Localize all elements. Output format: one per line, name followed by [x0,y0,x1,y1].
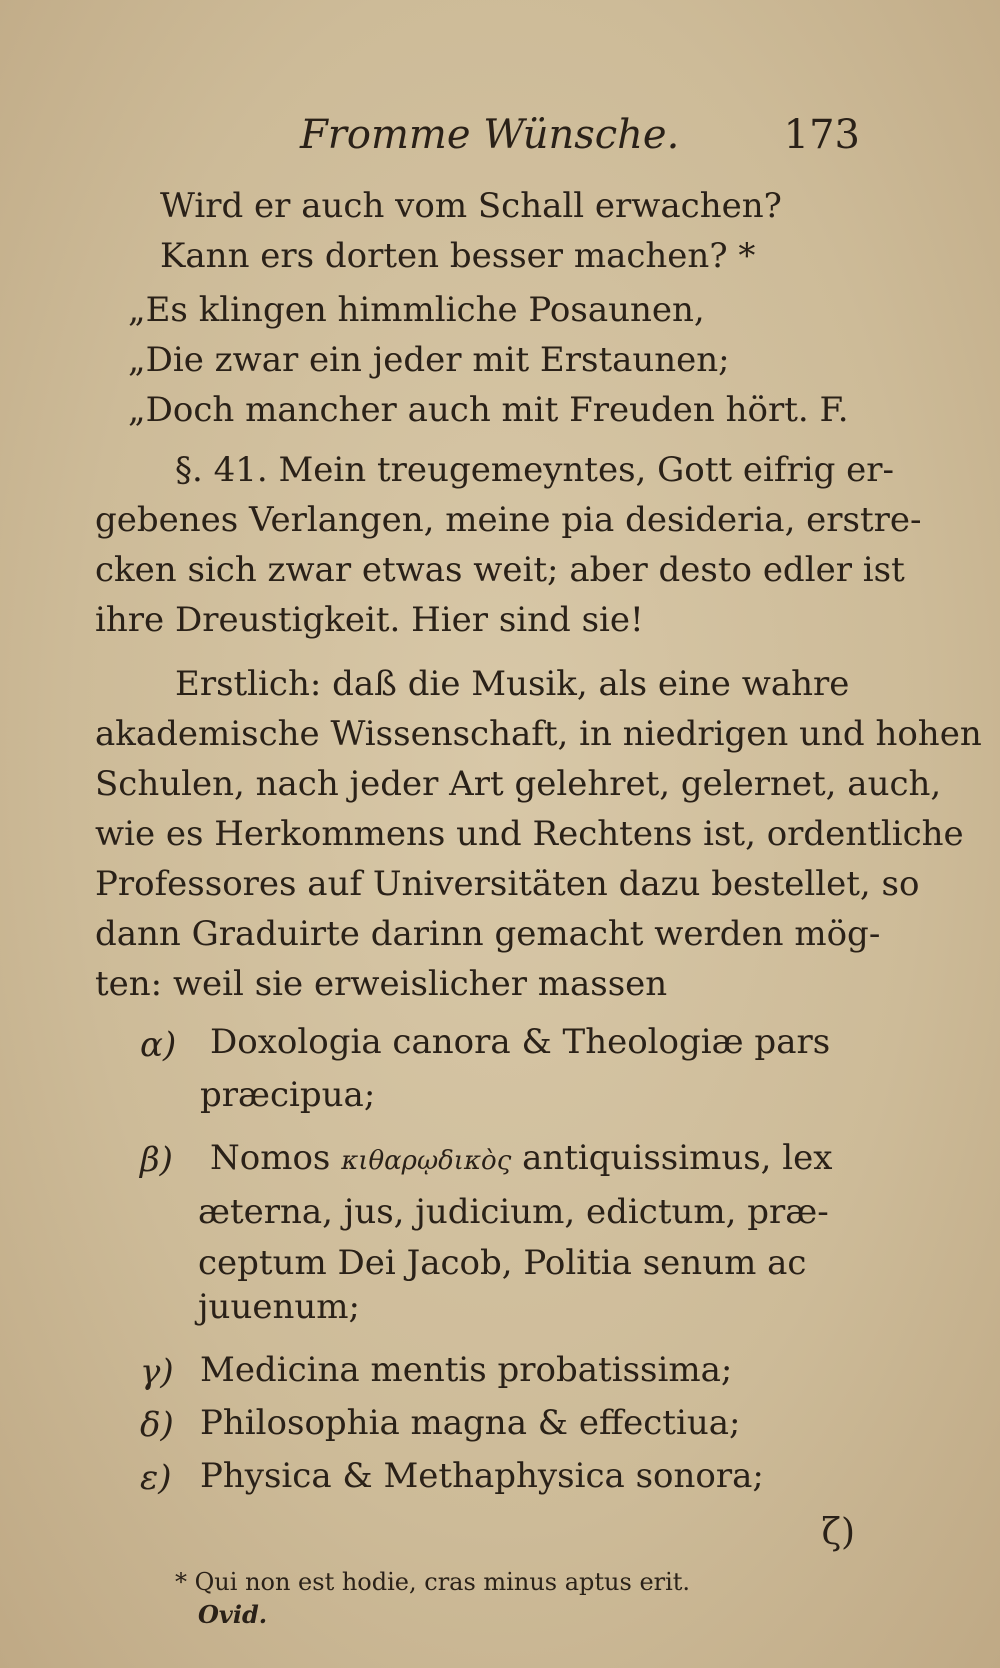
paragraph-line: Erstlich: daß die Musik, als eine wahre [175,664,850,704]
page-header [300,112,860,172]
page-number: 173 [783,112,860,158]
greek-word: κιθαρῳδικὸς [341,1146,512,1176]
verse-line: „Es klingen himmliche Posaunen, [128,290,705,330]
verse-line: „Doch mancher auch mit Freuden hört. F. [128,390,849,430]
paragraph-line: gebenes Verlangen, meine pia desideria, erstre- [95,500,922,540]
paragraph-line: akademische Wissenschaft, in niedrigen und hohen [95,714,982,754]
list-label: δ) [140,1405,174,1445]
list-text-part: Nomos [210,1138,331,1178]
list-text: æterna, jus, judicium, edictum, præ- [198,1192,829,1232]
catchword: ζ) [821,1512,855,1553]
list-text: ceptum Dei Jacob, Politia senum ac [198,1243,807,1283]
list-text: juuenum; [198,1287,360,1327]
paragraph-line: cken sich zwar etwas weit; aber desto edler ist [95,550,905,590]
paragraph-line: ihre Dreustigkeit. Hier sind sie! [95,600,644,640]
list-label: β) [140,1140,173,1180]
list-label: γ) [140,1352,174,1392]
verse-line: Wird er auch vom Schall erwachen? [160,186,782,226]
list-text [210,1138,832,1178]
list-label: ε) [140,1458,172,1498]
footnote-text: * Qui non est hodie, cras minus aptus erit. [175,1568,691,1596]
list-text: Physica & Methaphysica sonora; [200,1456,764,1496]
list-text: præcipua; [200,1075,376,1115]
paragraph-line: Professores auf Universitäten dazu bestellet, so [95,864,920,904]
list-text: Philosophia magna & effectiua; [200,1403,741,1443]
verse-line: Kann ers dorten besser machen? * [160,236,756,276]
list-text: Medicina mentis probatissima; [200,1350,733,1390]
paragraph-line: ten: weil sie erweislicher massen [95,964,668,1004]
paragraph-line: Schulen, nach jeder Art gelehret, gelernet, auch, [95,764,942,804]
verse-line: „Die zwar ein jeder mit Erstaunen; [128,340,730,380]
running-title: Fromme Wünsche. [300,112,680,158]
list-label: α) [140,1025,177,1065]
list-text: Doxologia canora & Theologiæ pars [210,1022,831,1062]
paragraph-line: wie es Herkommens und Rechtens ist, ordentliche [95,814,964,854]
footnote-source: Ovid. [198,1600,268,1629]
paragraph-line: §. 41. Mein treugemeyntes, Gott eifrig er- [175,450,895,490]
paragraph-line: dann Graduirte darinn gemacht werden mög- [95,914,881,954]
list-text-part: antiquissimus, lex [522,1138,833,1178]
